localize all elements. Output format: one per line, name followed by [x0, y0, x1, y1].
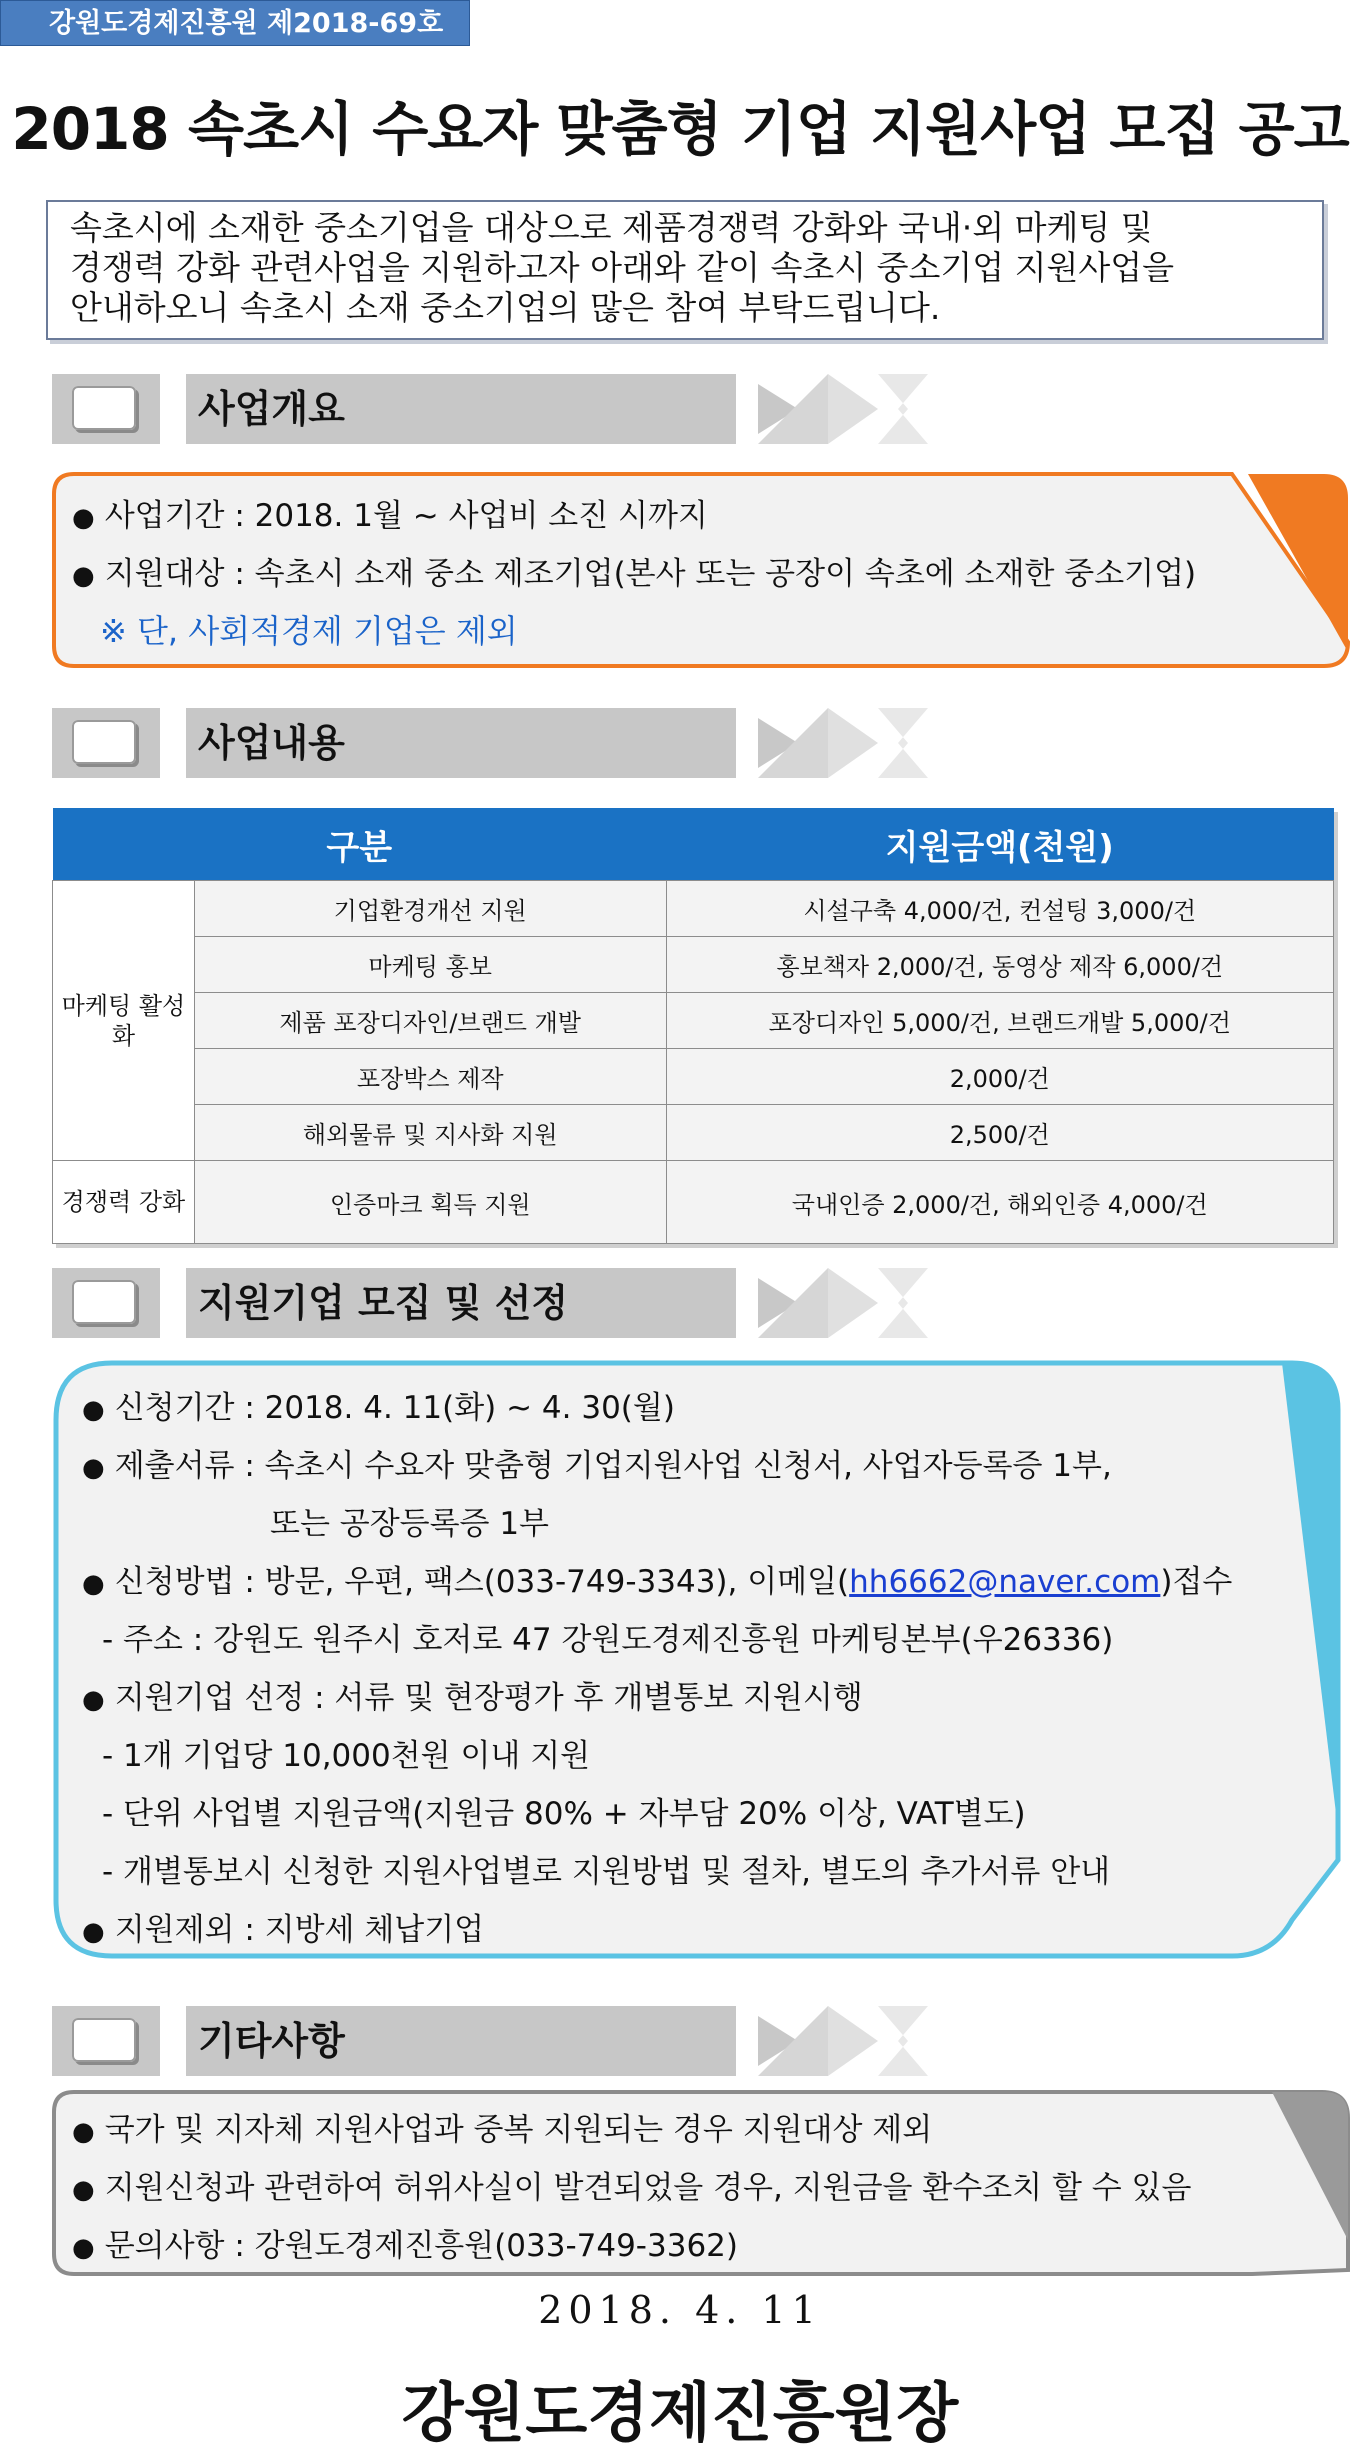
overview-target: ● 지원대상 : 속초시 소재 중소 제조기업(본사 또는 공장이 속초에 소재한 중소기업) [72, 548, 1196, 593]
item-cell: 인증마크 획득 지원 [194, 1161, 666, 1244]
checkbox-icon [52, 708, 160, 778]
recruit-panel [52, 1360, 1342, 1960]
document-number: 강원도경제진흥원 제2018-69호 [0, 0, 470, 46]
item-cell: 해외물류 및 지사화 지원 [194, 1105, 666, 1161]
email-link[interactable]: hh6662@naver.com [849, 1564, 1161, 1600]
amount-cell: 시설구축 4,000/건, 컨설팅 3,000/건 [666, 881, 1334, 937]
decorative-chevron-icon [758, 374, 968, 444]
issue-date: 2018. 4. 11 [538, 2288, 822, 2332]
table-row [53, 1161, 1334, 1244]
recruit-period: ● 신청기간 : 2018. 4. 11(화) ~ 4. 30(월) [82, 1382, 675, 1427]
amount-cell: 홍보책자 2,000/건, 동영상 제작 6,000/건 [666, 937, 1334, 993]
page-title: 2018 속초시 수요자 맞춤형 기업 지원사업 모집 공고 [11, 95, 1349, 163]
recruit-docs: ● 제출서류 : 속초시 수요자 맞춤형 기업지원사업 신청서, 사업자등록증 1부, [82, 1440, 1112, 1485]
checkbox-icon [52, 2006, 160, 2076]
amount-cell: 포장디자인 5,000/건, 브랜드개발 5,000/건 [666, 993, 1334, 1049]
method-suffix: )접수 [1160, 1564, 1233, 1600]
section-title: 사업내용 [186, 708, 736, 778]
table-row [53, 881, 1334, 937]
table-header-amount: 지원금액(천원) [666, 808, 1334, 881]
recruit-sub-1: - 1개 기업당 10,000천원 이내 지원 [102, 1738, 591, 1774]
intro-line: 속초시에 소재한 중소기업을 대상으로 제품경쟁력 강화와 국내·외 마케팅 및 [70, 208, 1153, 247]
overview-period: ● 사업기간 : 2018. 1월 ~ 사업비 소진 시까지 [72, 490, 708, 535]
etc-line: ● 문의사항 : 강원도경제진흥원(033-749-3362) [72, 2220, 738, 2265]
table-row [53, 993, 1334, 1049]
section-title: 지원기업 모집 및 선정 [186, 1268, 736, 1338]
item-cell: 제품 포장디자인/브랜드 개발 [194, 993, 666, 1049]
checkbox-icon [52, 1268, 160, 1338]
table-row [53, 1049, 1334, 1105]
amount-cell: 2,000/건 [666, 1049, 1334, 1105]
category-cell: 마케팅 활성화 [53, 881, 195, 1161]
recruit-sub-2: - 단위 사업별 지원금액(지원금 80% + 자부담 20% 이상, VAT별도) [102, 1796, 1026, 1832]
recruit-selection: ● 지원기업 선정 : 서류 및 현장평가 후 개별통보 지원시행 [82, 1672, 863, 1717]
recruit-sub-3: - 개별통보시 신청한 지원사업별로 지원방법 및 절차, 별도의 추가서류 안내 [102, 1854, 1111, 1890]
item-cell: 마케팅 홍보 [194, 937, 666, 993]
intro-box [46, 200, 1324, 340]
amount-cell: 2,500/건 [666, 1105, 1334, 1161]
section-title: 기타사항 [186, 2006, 736, 2076]
method-text: 신청방법 : 방문, 우편, 팩스(033-749-3343), 이메일( [114, 1564, 850, 1600]
signer-name: 강원도경제진흥원장 [401, 2376, 959, 2451]
recruit-exclude: ● 지원제외 : 지방세 체납기업 [82, 1904, 484, 1949]
recruit-method [82, 1556, 1232, 1601]
section-title: 사업개요 [186, 374, 736, 444]
support-table [52, 808, 1334, 1244]
recruit-docs-cont: 또는 공장등록증 1부 [270, 1506, 549, 1542]
recruit-address: - 주소 : 강원도 원주시 호저로 47 강원도경제진흥원 마케팅본부(우26336) [102, 1622, 1114, 1658]
item-cell: 포장박스 제작 [194, 1049, 666, 1105]
table-header-category: 구분 [53, 808, 667, 881]
decorative-chevron-icon [758, 1268, 968, 1338]
table-row [53, 1105, 1334, 1161]
checkbox-icon [52, 374, 160, 444]
intro-line: 경쟁력 강화 관련사업을 지원하고자 아래와 같이 속초시 중소기업 지원사업을 [70, 248, 1175, 287]
decorative-chevron-icon [758, 2006, 968, 2076]
table-row [53, 937, 1334, 993]
etc-line: ● 지원신청과 관련하여 허위사실이 발견되었을 경우, 지원금을 환수조치 할 수 있음 [72, 2162, 1191, 2207]
etc-line: ● 국가 및 지자체 지원사업과 중복 지원되는 경우 지원대상 제외 [72, 2104, 932, 2149]
etc-panel [52, 2090, 1352, 2276]
intro-line: 안내하오니 속초시 소재 중소기업의 많은 참여 부탁드립니다. [70, 288, 941, 327]
item-cell: 기업환경개선 지원 [194, 881, 666, 937]
category-cell: 경쟁력 강화 [53, 1161, 195, 1244]
decorative-chevron-icon [758, 708, 968, 778]
overview-panel [52, 472, 1352, 668]
amount-cell: 국내인증 2,000/건, 해외인증 4,000/건 [666, 1161, 1334, 1244]
overview-note: ※ 단, 사회적경제 기업은 제외 [100, 612, 518, 650]
